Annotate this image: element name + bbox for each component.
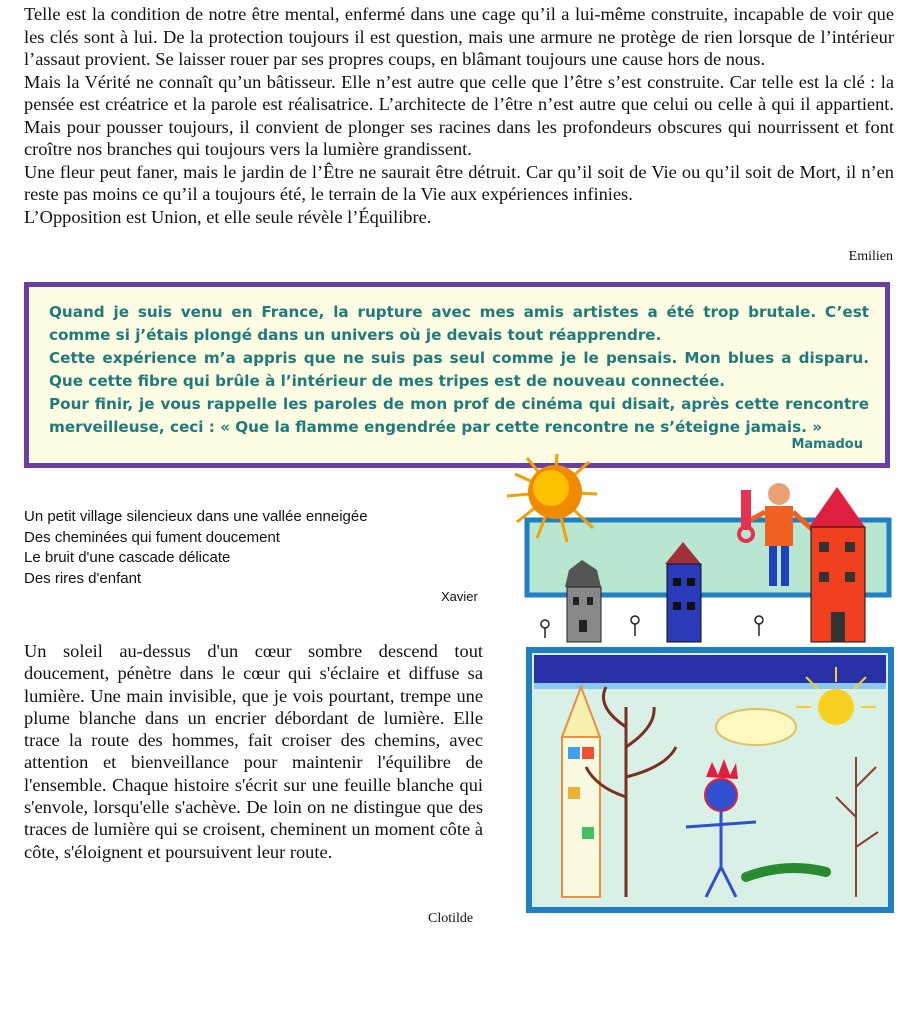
poem-line: Des rires d'enfant [24, 569, 142, 587]
cloud-icon [716, 709, 796, 745]
house-red-icon [809, 487, 865, 642]
quote-paragraph: Quand je suis venu en France, la rupture avec mes amis artistes a été trop brutale. C’est comme si j’étais plongé dans un univers où je devais tout réapprendre. [49, 303, 869, 344]
signature-clotilde: Clotilde [428, 911, 474, 926]
quote-paragraph: Cette expérience m’a appris que ne suis pas seul comme je le pensais. Mon blues a disparu. Que cette fibre qui brûle à l’intérieur de mes tripes est de nouveau connectée. [49, 349, 869, 390]
poem-line: Un petit village silencieux dans une vallée enneigée [24, 508, 368, 525]
poem-line: Le bruit d'une cascade délicate [24, 549, 231, 567]
child-drawing-garden-icon [526, 647, 894, 913]
paragraph: L’Opposition est Union, et elle seule révèle l’Équilibre. [24, 206, 432, 227]
quote-text [49, 301, 869, 439]
signature-mamadou: Mamadou [791, 437, 863, 452]
quote-box [24, 282, 890, 468]
signature-emilien: Emilien [848, 249, 893, 264]
poem [24, 507, 368, 589]
clotilde-paragraph: Un soleil au-dessus d'un cœur sombre descend tout doucement, pénètre dans le cœur qui s'éclaire et diffuse sa lumière. Une main invisible, que je vois pourtant, trempe une plume blanche dans un encrier débordant de lumière. Elle trace la route des hommes, fait croiser des chemins, avec attention et bienveillance pour maintenir l'équilibre de l'ensemble. Chaque histoire s'écrit sur une feuille blanche qui s'envole, lorsqu'elle s'achève. De loin on ne distingue que des traces de lumière qui se croisent, cheminent un moment côte à côte, s'éloignent et poursuivent leur route. [24, 641, 483, 862]
house-gray-icon [565, 560, 601, 642]
paragraph: Une fleur peut faner, mais le jardin de l’Être ne saurait être détruit. Car qu’il soit de Vie ou qu’il soit de Mort, il n’en reste pas moins ce qu’il a toujours été, le terrain de la Vie aux expériences infinies. [24, 161, 894, 204]
poem-line: Des cheminées qui fument doucement [24, 528, 280, 546]
child-drawing-village-icon [497, 452, 895, 647]
paragraph: Telle est la condition de notre être mental, enfermé dans une cage qu’il a lui-même construite, incapable de voir que les clés sont à lui. De la protection toujours il est question, mais une armure ne protège de rien lorsque de l’intérieur l’assaut provient. Se laisser rouer par ses propres coups, en blâmant toujours une cause hors de nous. [24, 4, 894, 69]
quote-paragraph: Pour finir, je vous rappelle les paroles de mon prof de cinéma qui disait, après cette rencontre merveilleuse, ceci : « Que la flamme engendrée par cette rencontre ne s’éteigne jamais. » [49, 395, 869, 436]
paragraph: Mais la Vérité ne connaît qu’un bâtisseur. Elle n’est autre que celle que l’être s’est construite. Car telle est la clé : la pensée est créatrice et la parole est réalisatrice. L’architecte de l’être n’est autre que celui ou celle à qui il appartient. Mais pour pousser toujours, il convient de plonger ses racines dans les profondeurs obscures qui nourrissent et font croître nos branches qui toujours vers la lumière grandissent. [24, 71, 894, 159]
signature-xavier: Xavier [441, 589, 478, 604]
top-text-block [24, 3, 894, 228]
